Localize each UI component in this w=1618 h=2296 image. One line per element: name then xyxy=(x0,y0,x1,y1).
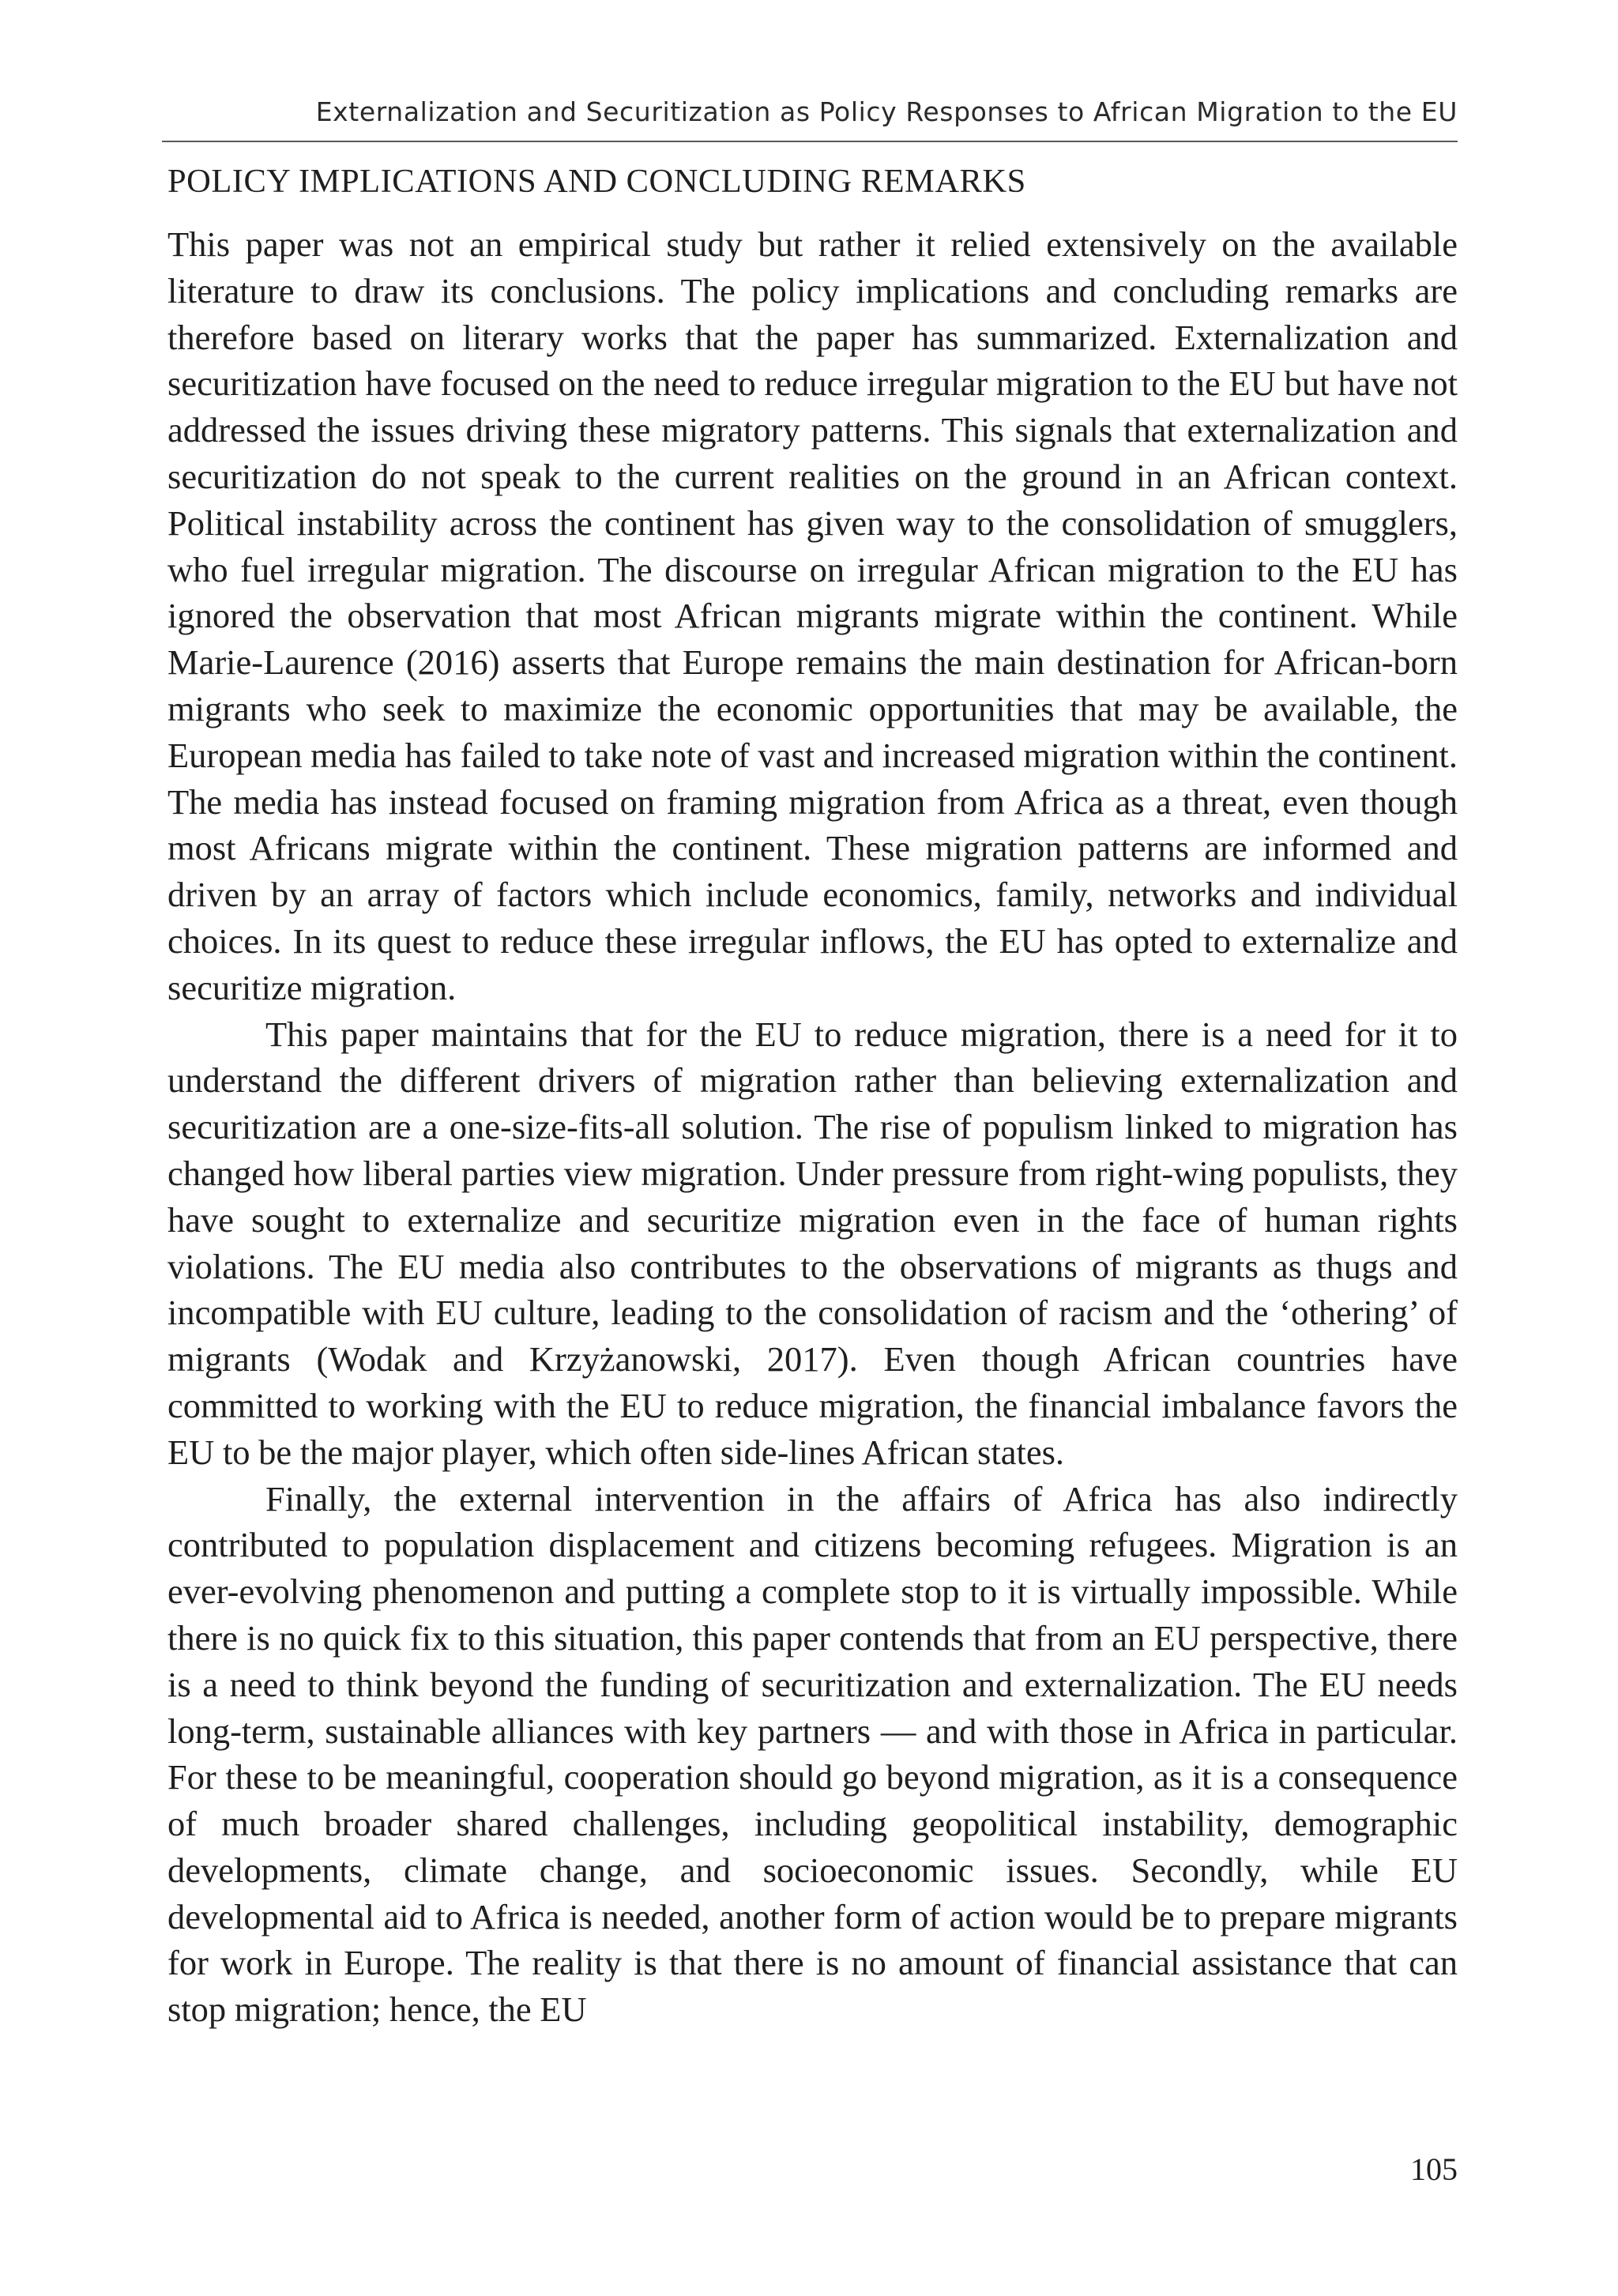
body-text xyxy=(167,221,1458,2033)
paragraph-2: This paper maintains that for the EU to reduce migration, there is a need for it to understand the different drivers of migration rather than believing externalization and securitization are a one-size-fits-all solution. The rise of populism linked to migration has changed how liberal parties view migration. Under pressure from right-wing populists, they have sought to externalize and securitize migration even in the face of human rights violations. The EU media also contributes to the observations of migrants as thugs and incompatible with EU culture, leading to the consolidation of racism and the ‘othering’ of migrants (Wodak and Krzyżanowski, 2017). Even though African countries have committed to working with the EU to reduce migration, the financial imbalance favors the EU to be the major player, which often side-lines African states. xyxy=(167,1014,1458,1472)
paragraph-1: This paper was not an empirical study but rather it relied extensively on the available literature to draw its conclusions. The policy implications and concluding remarks are therefore based on literary works that the paper has summarized. Externalization and securitization have focused on the need to reduce irregular migration to the EU but have not addressed the issues driving these migratory patterns. This signals that externalization and securitization do not speak to the current realities on the ground in an African context. Political instability across the continent has given way to the consolidation of smugglers, who fuel irregular migration. The discourse on irregular African migration to the EU has ignored the observation that most African migrants migrate within the continent. While Marie-Laurence (2016) asserts that Europe remains the main destination for African-born migrants who seek to maximize the economic opportunities that may be available, the European media has failed to take note of vast and increased migration within the continent. The media has instead focused on framing migration from Africa as a threat, even though most Africans migrate within the continent. These migration patterns are informed and driven by an array of factors which include economics, family, networks and individual choices. In its quest to reduce these irregular inflows, the EU has opted to externalize and securitize migration. xyxy=(167,224,1458,1007)
running-header: Externalization and Securitization as Policy Responses to African Migration to the EU xyxy=(315,96,1458,127)
page-number: 105 xyxy=(1410,2151,1458,2187)
paragraph-3: Finally, the external intervention in the affairs of Africa has also indirectly contributed to population displacement and citizens becoming refugees. Migration is an ever-evolving phenomenon and putting a complete stop to it is virtually impossible. While there is no quick fix to this situation, this paper contends that from an EU perspective, there is a need to think beyond the funding of securitization and externalization. The EU needs long-term, sustainable alliances with key partners — and with those in Africa in particular. For these to be meaningful, cooperation should go beyond migration, as it is a consequence of much broader shared challenges, including geopolitical instability, demographic developments, climate change, and socioeconomic issues. Secondly, while EU developmental aid to Africa is needed, another form of action would be to prepare migrants for work in Europe. The reality is that there is no amount of financial assistance that can stop migration; hence, the EU xyxy=(167,1478,1458,2030)
section-heading: POLICY IMPLICATIONS AND CONCLUDING REMARKS xyxy=(167,163,1026,200)
header-rule xyxy=(162,141,1458,142)
